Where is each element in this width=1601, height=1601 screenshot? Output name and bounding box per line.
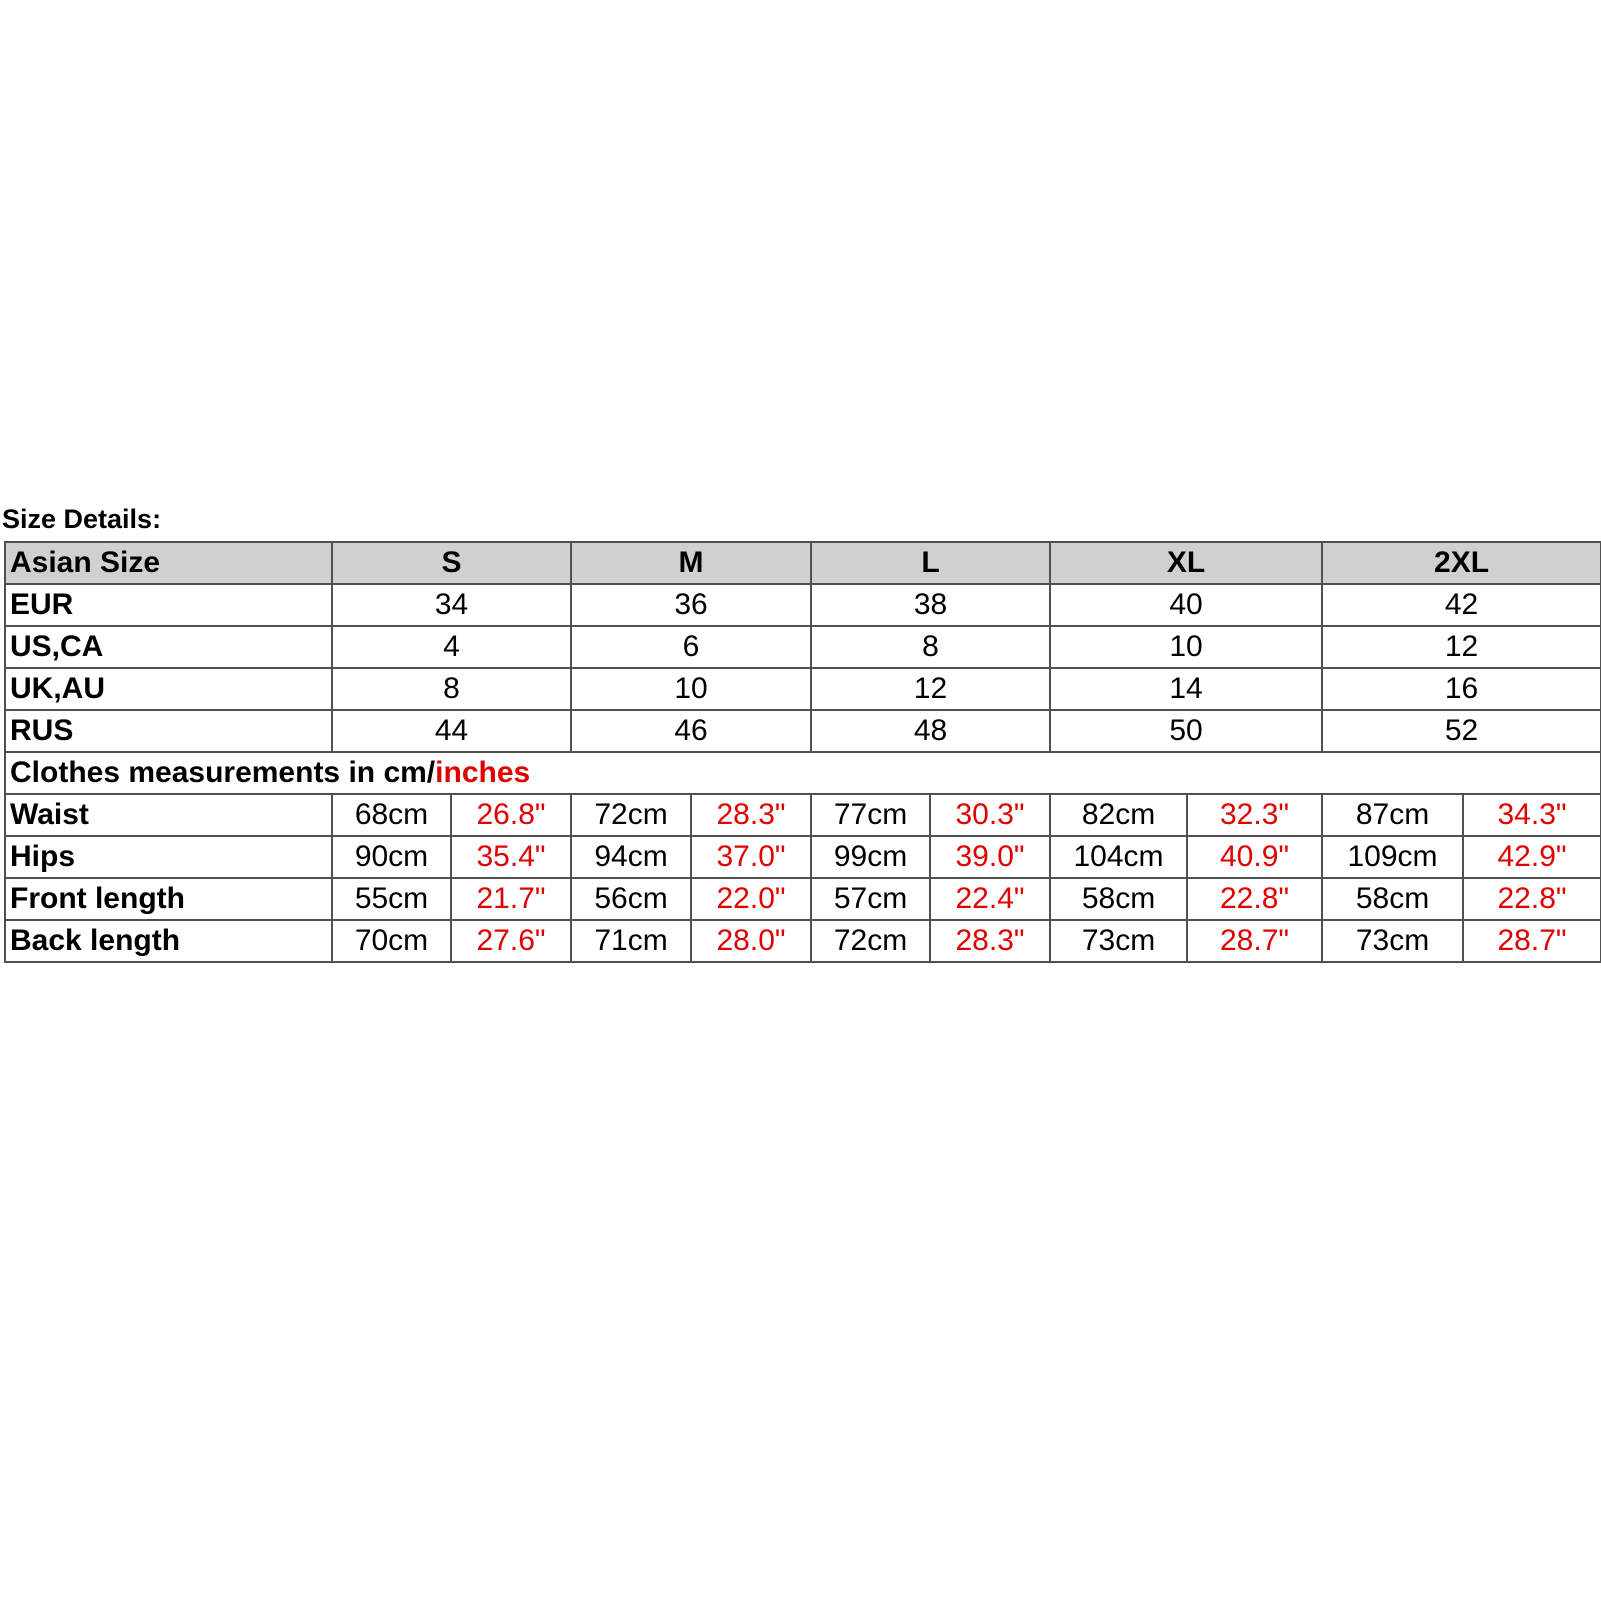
size-cell: 10 [571, 668, 811, 710]
inch-cell: 28.7" [1187, 920, 1322, 962]
size-row-eur [5, 584, 1601, 626]
size-row-us-ca [5, 626, 1601, 668]
size-header-l: L [811, 542, 1050, 584]
inch-cell: 26.8" [451, 794, 571, 836]
cm-cell: 72cm [571, 794, 691, 836]
row-label: RUS [5, 710, 332, 752]
cm-cell: 68cm [332, 794, 451, 836]
size-header-s: S [332, 542, 571, 584]
size-header-xl: XL [1050, 542, 1322, 584]
cm-cell: 104cm [1050, 836, 1187, 878]
size-cell: 36 [571, 584, 811, 626]
cm-cell: 58cm [1322, 878, 1463, 920]
measurement-row-back-length [5, 920, 1601, 962]
inch-cell: 28.3" [691, 794, 811, 836]
inch-cell: 30.3" [930, 794, 1050, 836]
inch-cell: 40.9" [1187, 836, 1322, 878]
size-cell: 34 [332, 584, 571, 626]
cm-cell: 71cm [571, 920, 691, 962]
size-row-rus [5, 710, 1601, 752]
row-label: Hips [5, 836, 332, 878]
inch-cell: 37.0" [691, 836, 811, 878]
row-label: UK,AU [5, 668, 332, 710]
size-cell: 44 [332, 710, 571, 752]
section-heading [5, 752, 1601, 794]
inch-cell: 22.8" [1463, 878, 1601, 920]
inch-cell: 22.0" [691, 878, 811, 920]
cm-cell: 70cm [332, 920, 451, 962]
row-label: Front length [5, 878, 332, 920]
inch-cell: 28.0" [691, 920, 811, 962]
cm-cell: 109cm [1322, 836, 1463, 878]
inch-cell: 21.7" [451, 878, 571, 920]
inch-cell: 22.4" [930, 878, 1050, 920]
section-prefix: Clothes measurements in cm/ [10, 756, 436, 789]
size-cell: 8 [811, 626, 1050, 668]
size-cell: 42 [1322, 584, 1601, 626]
cm-cell: 82cm [1050, 794, 1187, 836]
header-label: Asian Size [5, 542, 332, 584]
size-cell: 12 [811, 668, 1050, 710]
size-cell: 14 [1050, 668, 1322, 710]
size-cell: 6 [571, 626, 811, 668]
size-header-2xl: 2XL [1322, 542, 1601, 584]
cm-cell: 73cm [1322, 920, 1463, 962]
measurement-row-hips [5, 836, 1601, 878]
size-cell: 38 [811, 584, 1050, 626]
cm-cell: 56cm [571, 878, 691, 920]
section-highlight: inches [435, 756, 531, 789]
row-label: US,CA [5, 626, 332, 668]
inch-cell: 28.7" [1463, 920, 1601, 962]
size-cell: 40 [1050, 584, 1322, 626]
header-row [5, 542, 1601, 584]
size-cell: 4 [332, 626, 571, 668]
size-cell: 50 [1050, 710, 1322, 752]
cm-cell: 72cm [811, 920, 930, 962]
size-cell: 12 [1322, 626, 1601, 668]
inch-cell: 27.6" [451, 920, 571, 962]
section-row [5, 752, 1601, 794]
cm-cell: 55cm [332, 878, 451, 920]
size-cell: 8 [332, 668, 571, 710]
inch-cell: 39.0" [930, 836, 1050, 878]
size-cell: 52 [1322, 710, 1601, 752]
size-header-m: M [571, 542, 811, 584]
size-chart-table [4, 541, 1601, 963]
inch-cell: 32.3" [1187, 794, 1322, 836]
size-cell: 46 [571, 710, 811, 752]
cm-cell: 77cm [811, 794, 930, 836]
inch-cell: 28.3" [930, 920, 1050, 962]
cm-cell: 73cm [1050, 920, 1187, 962]
size-cell: 48 [811, 710, 1050, 752]
cm-cell: 57cm [811, 878, 930, 920]
cm-cell: 99cm [811, 836, 930, 878]
size-cell: 16 [1322, 668, 1601, 710]
inch-cell: 22.8" [1187, 878, 1322, 920]
measurement-row-waist [5, 794, 1601, 836]
size-cell: 10 [1050, 626, 1322, 668]
measurement-row-front-length [5, 878, 1601, 920]
cm-cell: 94cm [571, 836, 691, 878]
size-row-uk-au [5, 668, 1601, 710]
inch-cell: 34.3" [1463, 794, 1601, 836]
cm-cell: 90cm [332, 836, 451, 878]
inch-cell: 35.4" [451, 836, 571, 878]
inch-cell: 42.9" [1463, 836, 1601, 878]
row-label: Back length [5, 920, 332, 962]
row-label: Waist [5, 794, 332, 836]
cm-cell: 87cm [1322, 794, 1463, 836]
row-label: EUR [5, 584, 332, 626]
page-title: Size Details: [2, 504, 162, 534]
cm-cell: 58cm [1050, 878, 1187, 920]
